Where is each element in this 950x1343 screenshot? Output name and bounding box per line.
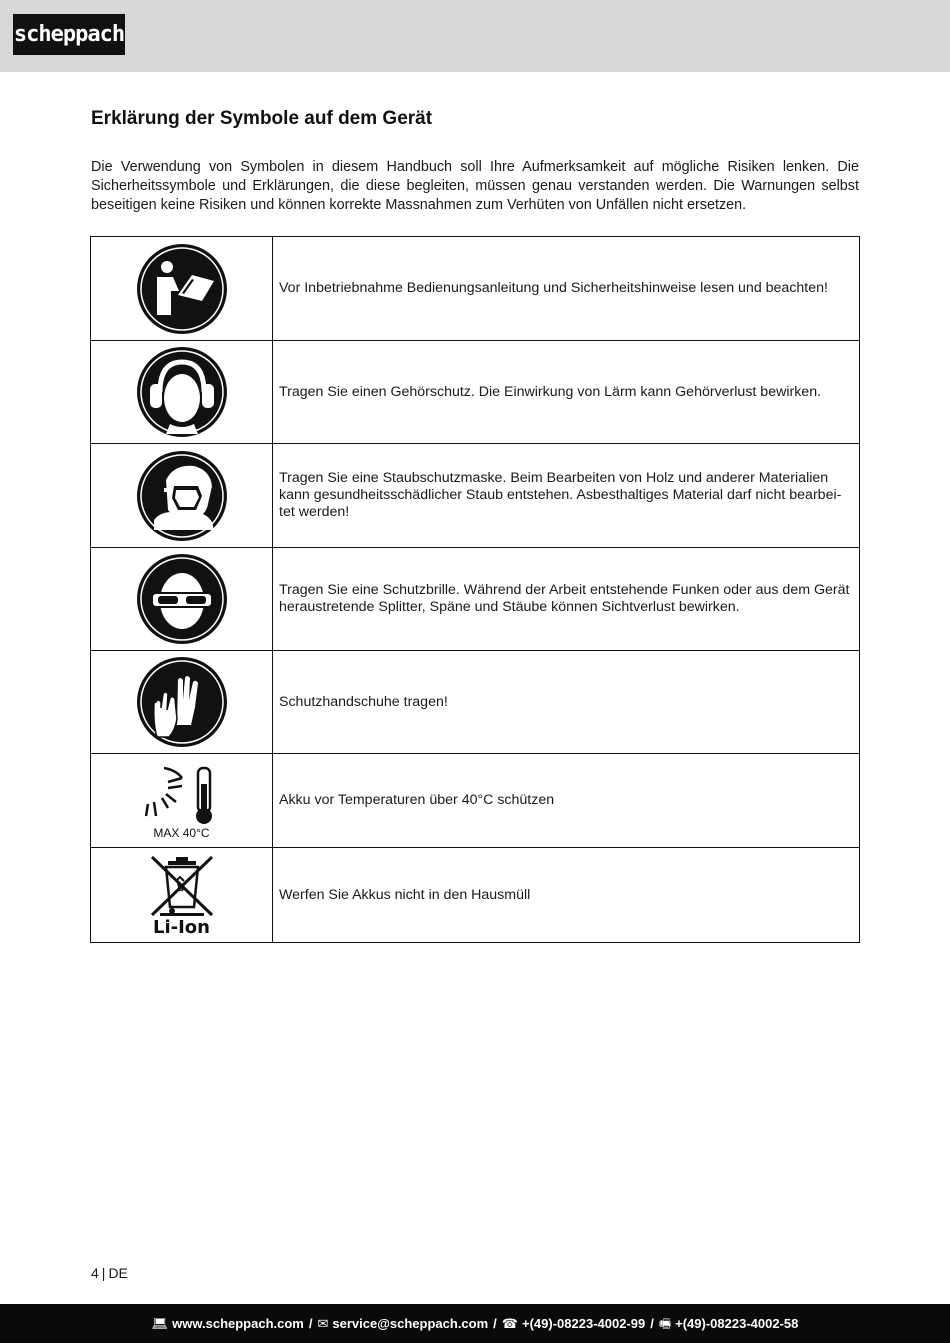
- footer-email-link[interactable]: service@scheppach.com: [332, 1316, 489, 1331]
- safety-goggles-icon: [136, 553, 228, 645]
- fax-icon: 🖷︎: [658, 1316, 672, 1331]
- scheppach-logo[interactable]: scheppach: [13, 14, 125, 55]
- phone-icon: ☎: [501, 1316, 518, 1331]
- mail-icon: ✉: [317, 1316, 329, 1331]
- crossed-bin-icon: [146, 853, 218, 917]
- symbol-cell: [91, 754, 273, 848]
- hearing-protection-icon: [136, 346, 228, 438]
- footer-band: [0, 1304, 950, 1343]
- max-temperature-label: MAX 40°C: [153, 825, 210, 840]
- table-row: [91, 754, 860, 848]
- symbol-description: Tragen Sie eine Schutzbrille. Während der Arbeit entstehende Funken oder aus dem Gerät heraustretende Splitter, Späne und Stäube können Sichtverlust bewirken.: [273, 548, 860, 651]
- temperature-icon: [142, 762, 222, 828]
- section-title: Erklärung der Symbole auf dem Gerät: [91, 108, 433, 129]
- symbol-cell: [91, 341, 273, 444]
- symbol-description: Schutzhandschuhe tragen!: [273, 651, 860, 754]
- symbol-description: Vor Inbetriebnahme Bedienungsanleitung und Sicherheitshinweise lesen und beachten!: [273, 237, 860, 341]
- header-band: [0, 0, 950, 72]
- footer-separator: /: [308, 1316, 313, 1331]
- footer-website-link[interactable]: www.scheppach.com: [172, 1316, 304, 1331]
- table-row: [91, 548, 860, 651]
- page-number-separator: |: [101, 1265, 106, 1281]
- symbol-cell: [91, 237, 273, 341]
- table-row: [91, 444, 860, 548]
- footer-phone[interactable]: +(49)-08223-4002-99: [522, 1316, 646, 1331]
- page-number-value: 4: [91, 1265, 99, 1281]
- footer-separator: /: [650, 1316, 654, 1331]
- table-row: [91, 341, 860, 444]
- symbol-cell: [91, 848, 273, 943]
- table-row: [91, 237, 860, 341]
- symbol-description: Akku vor Temperaturen über 40°C schützen: [273, 754, 860, 848]
- computer-icon: 💻︎: [151, 1316, 169, 1331]
- page-language: DE: [108, 1265, 128, 1281]
- table-row: [91, 848, 860, 943]
- symbol-description: Tragen Sie einen Gehörschutz. Die Einwirkung von Lärm kann Gehörverlust bewirken.: [273, 341, 860, 444]
- protective-gloves-icon: [136, 656, 228, 748]
- read-manual-icon: [136, 243, 228, 335]
- symbol-description: Tragen Sie eine Staubschutzmaske. Beim Bearbeiten von Holz und anderer Materialien kann gesundheitsschädlicher Staub entstehen. Asbesthaltiges Material darf nicht bearbei-tet werden!: [273, 444, 860, 548]
- dust-mask-icon: [136, 450, 228, 542]
- footer-fax: +(49)-08223-4002-58: [675, 1316, 799, 1331]
- intro-paragraph: Die Verwendung von Symbolen in diesem Handbuch soll Ihre Aufmerksamkeit auf mögliche Risiken lenken. Die Sicherheitssymbole und Erklärungen, die diese begleiten, müssen genau verstanden werden. Die Warnungen selbst beseitigen keine Risiken und können korrekte Massnahmen zum Verhüten von Unfällen nicht ersetzen.: [91, 159, 859, 213]
- page-number: [91, 1265, 128, 1281]
- symbol-table: [90, 236, 860, 943]
- symbol-description: Werfen Sie Akkus nicht in den Hausmüll: [273, 848, 860, 943]
- li-ion-label: Li-Ion: [153, 916, 210, 938]
- symbol-cell: [91, 548, 273, 651]
- footer-separator: /: [493, 1316, 497, 1331]
- table-row: [91, 651, 860, 754]
- symbol-cell: [91, 444, 273, 548]
- symbol-cell: [91, 651, 273, 754]
